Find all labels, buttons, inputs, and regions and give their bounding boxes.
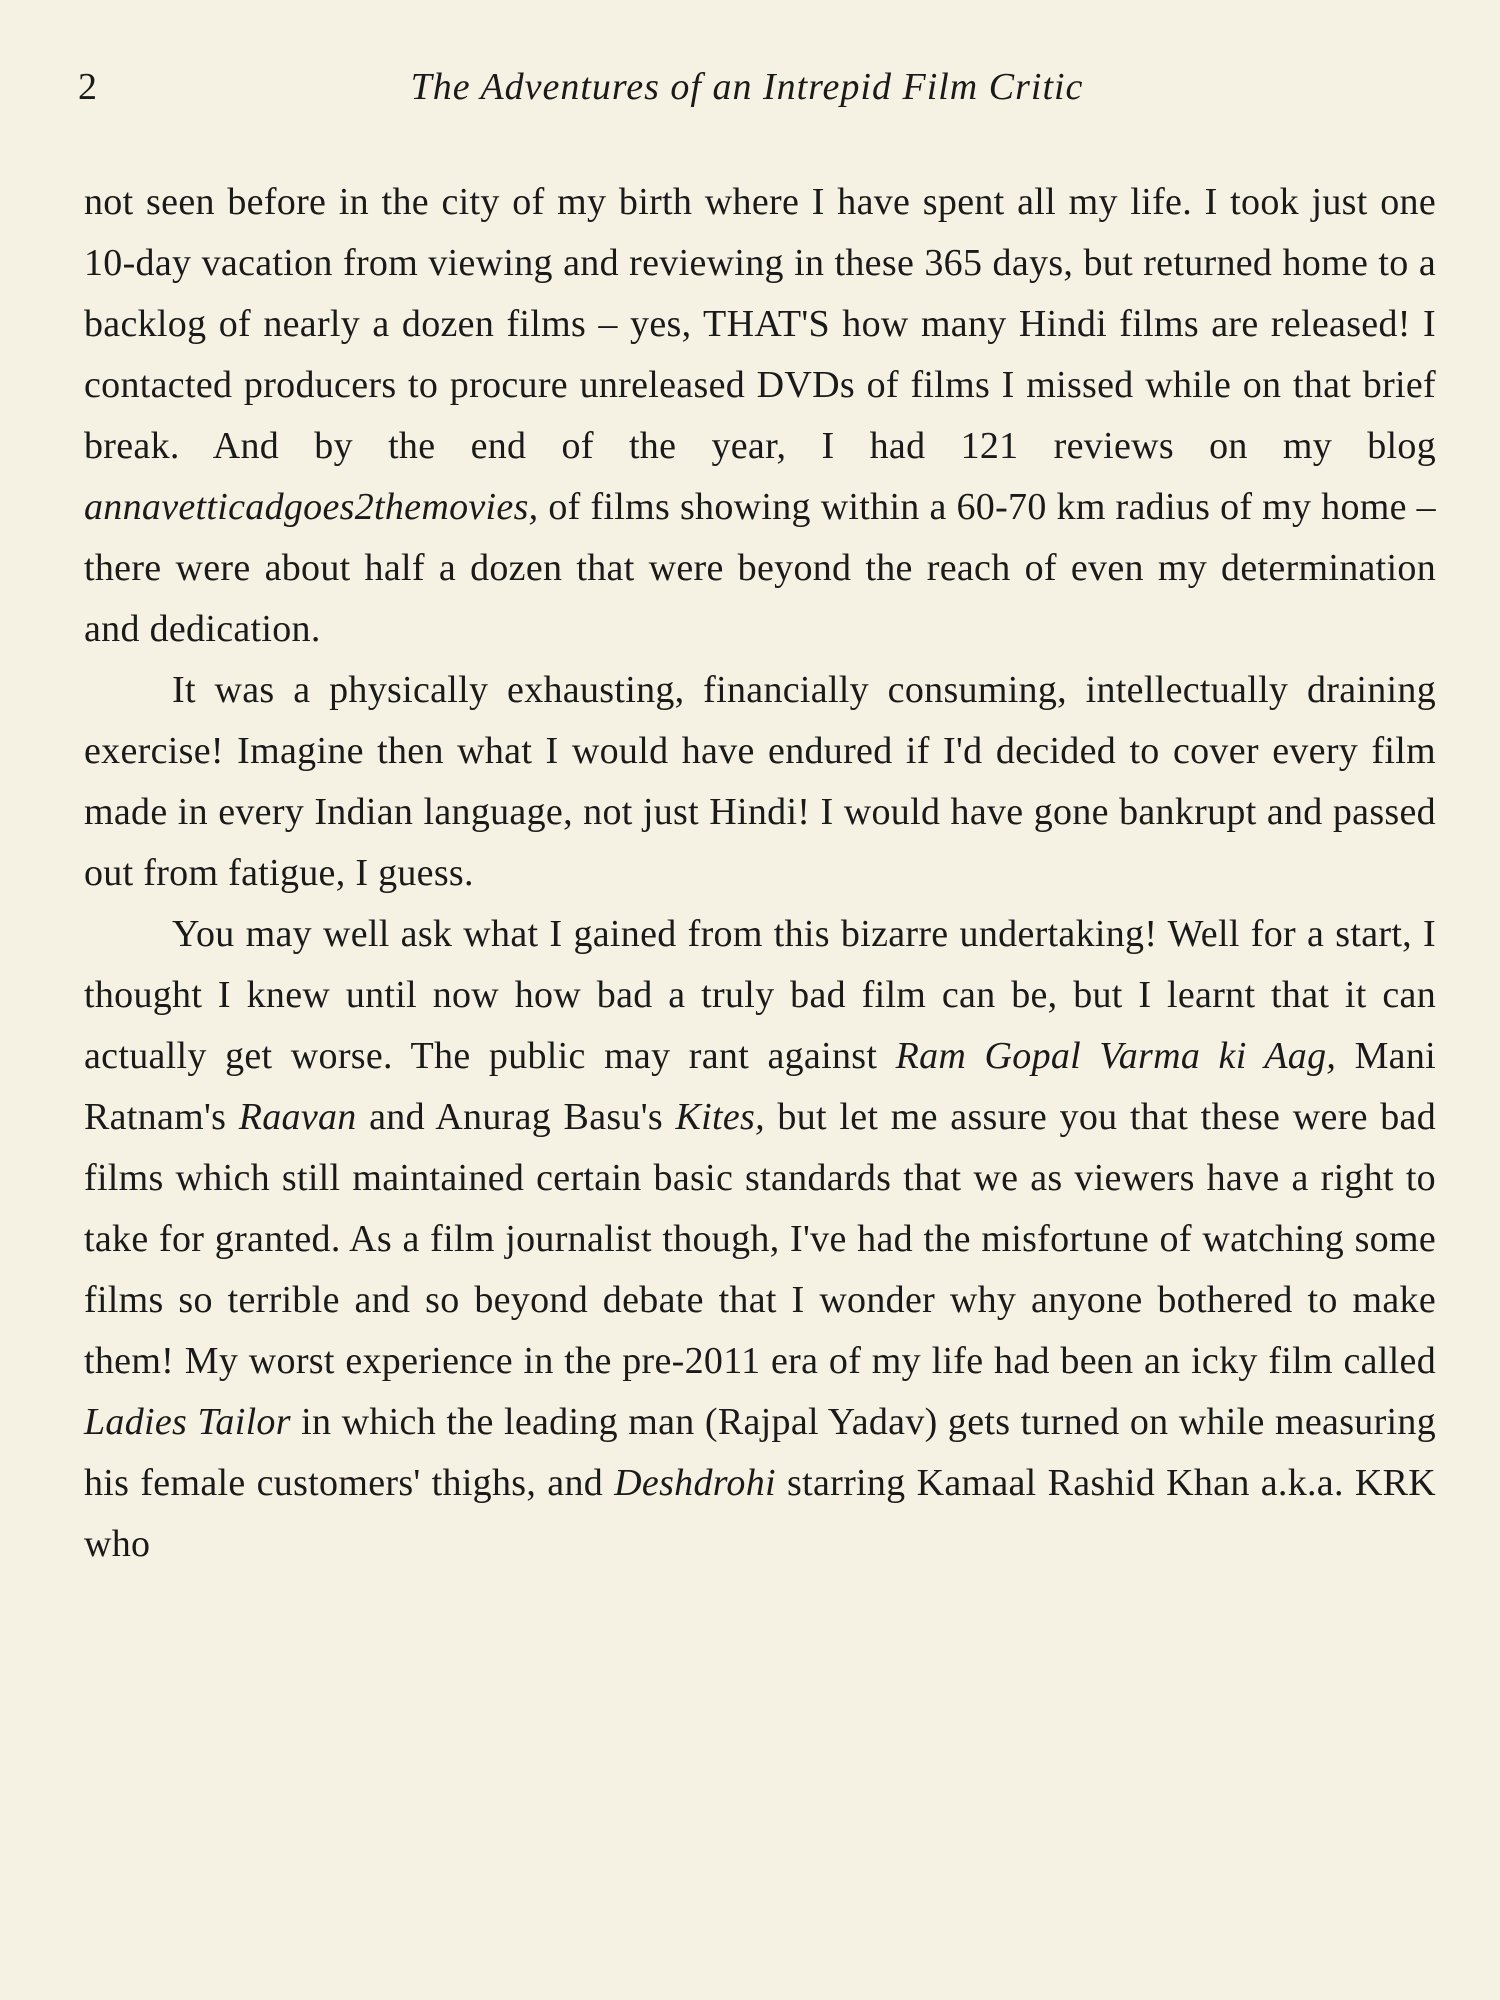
page-header — [78, 62, 1416, 112]
text-run: You may well ask what I gained from this bizarre undertaking! Well for a start, I thought I knew until now how bad a truly bad film can be, but I learnt that it can actually get worse. The public may rant against — [84, 913, 1436, 1077]
text-run: but let me assure you that these were bad films which still maintained certain basic standards that we as viewers have a right to take for granted. As a film journalist though, I've had the misfortune of watching some films so terrible and so beyond debate that I wonder why anyone bothered to make them! My worst experience in the pre-2011 era of my life had been an icky film called — [84, 1096, 1437, 1382]
paragraph-2: It was a physically exhausting, financially consuming, intellectually draining exercise! Imagine then what I would have endured if I'd decided to cover every film made in every Indian language, not just Hindi! I would have gone bankrupt and passed out from fatigue, I guess. — [84, 669, 1436, 894]
film-title: Deshdrohi — [614, 1462, 776, 1504]
film-title: Ram Gopal Varma ki Aag, — [895, 1035, 1337, 1077]
running-title: The Adventures of an Intrepid Film Critic — [410, 66, 1084, 108]
text-run: Mani Ratnam's — [84, 1035, 1437, 1138]
text-run: and Anurag Basu's — [356, 1096, 676, 1138]
text-run: starring Kamaal Rashid Khan a.k.a. KRK who — [84, 1462, 1437, 1565]
text-run: in which the leading man (Rajpal Yadav) gets turned on while measuring his female customers' thighs, and — [84, 1401, 1437, 1504]
text-run: of films showing within a 60-70 km radius of my home – there were about half a dozen that were beyond the reach of even my determination and dedication. — [84, 486, 1436, 650]
film-title: Ladies Tailor — [84, 1401, 291, 1443]
paragraph-3 — [84, 904, 1436, 1575]
paragraph-1 — [84, 172, 1436, 660]
body-text — [84, 172, 1436, 1575]
blog-name: annavetticadgoes2themovies, — [84, 486, 539, 528]
page-number: 2 — [78, 66, 97, 108]
film-title: Raavan — [238, 1096, 357, 1138]
film-title: Kites, — [675, 1096, 765, 1138]
text-run: not seen before in the city of my birth where I have spent all my life. I took just one 10-day vacation from viewing and reviewing in these 365 days, but returned home to a backlog of nearly a dozen films – yes, THAT'S how many Hindi films are released! I contacted producers to procure unreleased DVDs of films I missed while on that brief break. And by the end of the year, I had 121 reviews on my blog — [84, 181, 1436, 467]
